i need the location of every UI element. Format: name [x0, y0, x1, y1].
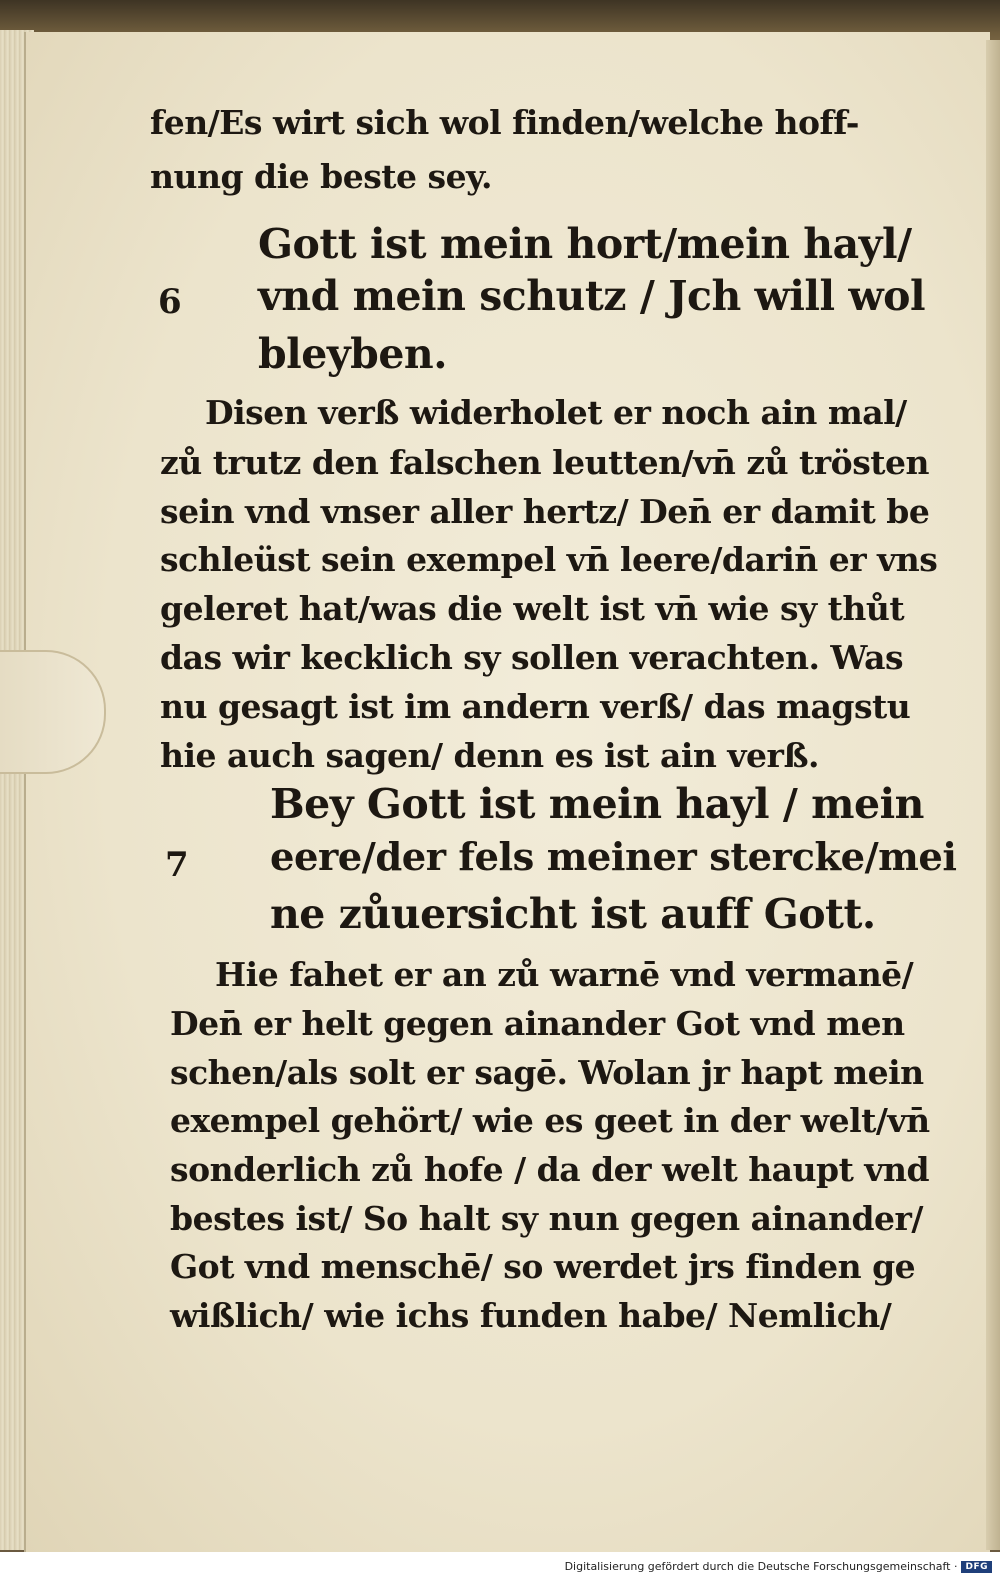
digitization-credit	[565, 1560, 992, 1573]
text-line: hie auch sagen/ denn es ist ain verß.	[160, 736, 819, 775]
verse-line: ne zůuersicht ist auff Gott.	[270, 890, 876, 938]
verse-line: Bey Gott ist mein hayl / mein	[270, 780, 924, 828]
verse-number: 6	[158, 282, 182, 322]
text-line: zů trutz den falschen leutten/vn̄ zů trösten	[160, 443, 930, 482]
text-line: nung die beste sey.	[150, 157, 492, 196]
text-line: schleüst sein exempel vn̄ leere/darin̄ er vns	[160, 540, 938, 579]
dfg-logo-icon: DFG	[961, 1561, 992, 1573]
verse-number: 7	[165, 845, 189, 885]
verse-line: vnd mein schutz / Jch will wol	[258, 272, 926, 320]
credit-text: Digitalisierung gefördert durch die Deutsche Forschungsgemeinschaft ·	[564, 1560, 958, 1573]
text-line: Got vnd menschē/ so werdet jrs finden ge	[170, 1247, 916, 1286]
text-line: exempel gehört/ wie es geet in der welt/vn̄	[170, 1101, 930, 1140]
text-line: fen/Es wirt sich wol finden/welche hoff-	[150, 103, 859, 142]
text-line: nu gesagt ist im andern verß/ das magstu	[160, 687, 911, 726]
text-line: sein vnd vnser aller hertz/ Den̄ er damit be	[160, 492, 930, 531]
text-line: schen/als solt er sagē. Wolan jr hapt mein	[170, 1053, 924, 1092]
verse-line: eere/der fels meiner stercke/mei	[270, 835, 957, 880]
text-line: Hie fahet er an zů warnē vnd vermanē/	[215, 955, 914, 994]
text-line: sonderlich zů hofe / da der welt haupt vnd	[170, 1150, 930, 1189]
text-line: bestes ist/ So halt sy nun gegen ainander/	[170, 1199, 923, 1238]
text-line: Den̄ er helt gegen ainander Got vnd men	[170, 1004, 905, 1043]
page-right-edge	[986, 40, 1000, 1550]
text-line: Disen verß widerholet er noch ain mal/	[205, 393, 907, 432]
verse-line: Gott ist mein hort/mein hayl/	[258, 220, 912, 268]
text-line: das wir kecklich sy sollen verachten. Was	[160, 638, 904, 677]
text-line: geleret hat/was die welt ist vn̄ wie sy thůt	[160, 589, 905, 628]
text-line: wißlich/ wie ichs funden habe/ Nemlich/	[170, 1296, 892, 1335]
verse-line: bleyben.	[258, 330, 447, 378]
